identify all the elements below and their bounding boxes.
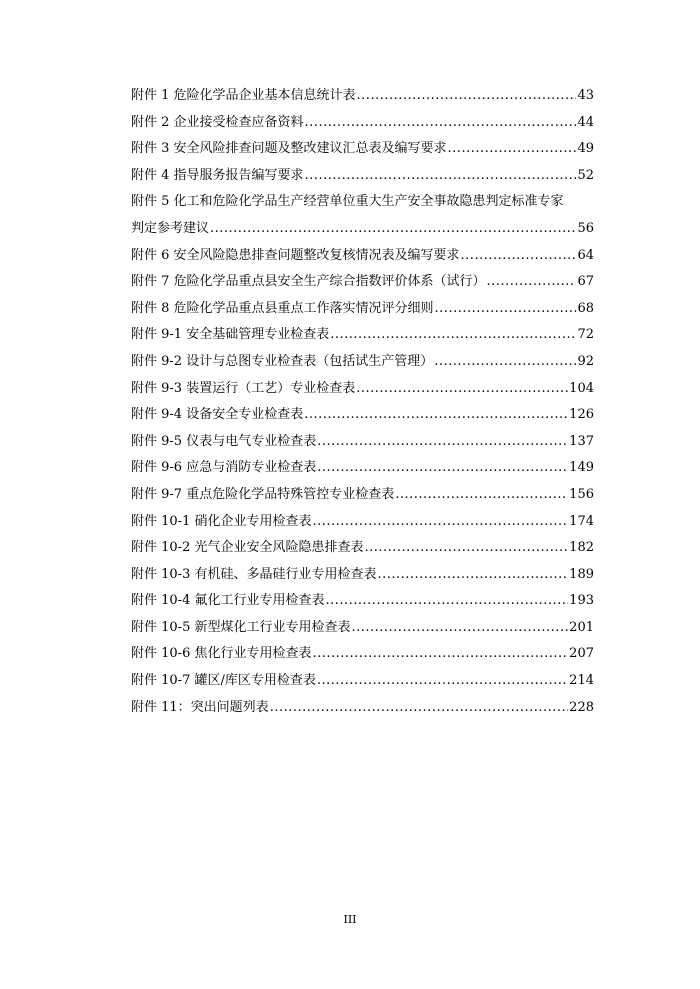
toc-leader-dots xyxy=(270,695,568,722)
toc-leader-dots xyxy=(351,615,568,642)
toc-entry[interactable] xyxy=(131,110,594,137)
toc-entry[interactable] xyxy=(131,349,594,376)
toc-entry-title: 附件 6 安全风险隐患排查问题整改复核情况表及编写要求 xyxy=(131,247,460,263)
toc-entry-page: 72 xyxy=(577,327,594,343)
toc-entry-page: 149 xyxy=(569,460,594,476)
toc-entry[interactable] xyxy=(131,615,594,642)
toc-entry-title: 附件 9-6 应急与消防专业检查表 xyxy=(131,460,317,476)
toc-entry[interactable] xyxy=(131,376,594,403)
toc-leader-dots xyxy=(305,163,577,190)
toc-entry-page: 56 xyxy=(577,220,594,236)
toc-leader-dots xyxy=(357,83,577,110)
toc-entry-title: 附件 2 企业接受检查应备资料 xyxy=(131,114,304,130)
toc-entry-title: 附件 10-2 光气企业安全风险隐患排查表 xyxy=(131,540,364,556)
toc-entry-page: 182 xyxy=(569,540,594,556)
toc-leader-dots xyxy=(312,509,568,536)
toc-leader-dots xyxy=(395,482,568,509)
toc-entry-page: 174 xyxy=(569,513,594,529)
toc-entry[interactable] xyxy=(131,269,594,296)
toc-entry-title: 附件 9-1 安全基础管理专业检查表 xyxy=(131,327,330,343)
toc-entry-page: 44 xyxy=(577,114,594,130)
toc-entry[interactable] xyxy=(131,429,594,456)
toc-entry[interactable] xyxy=(131,83,594,110)
toc-entry-title-line1: 附件 5 化工和危险化学品生产经营单位重大生产安全事故隐患判定标准专家 xyxy=(131,194,564,210)
toc-entry[interactable] xyxy=(131,562,594,589)
toc-entry[interactable] xyxy=(131,243,594,270)
toc-entry[interactable] xyxy=(131,641,594,668)
toc-leader-dots xyxy=(356,376,568,403)
toc-leader-dots xyxy=(435,296,577,323)
toc-entry-page: 201 xyxy=(569,619,594,635)
toc-entry-title: 附件 9-7 重点危险化学品特殊管控专业检查表 xyxy=(131,486,395,502)
toc-leader-dots xyxy=(448,136,577,163)
table-of-contents xyxy=(131,83,594,721)
toc-leader-dots xyxy=(377,562,568,589)
toc-entry-title: 附件 8 危险化学品重点县重点工作落实情况评分细则 xyxy=(131,300,434,316)
toc-leader-dots xyxy=(434,349,576,376)
toc-entry-title: 附件 3 安全风险排查问题及整改建议汇总表及编写要求 xyxy=(131,141,447,157)
toc-entry-title: 附件 10-6 焦化行业专用检查表 xyxy=(131,646,312,662)
toc-entry[interactable] xyxy=(131,189,594,242)
toc-entry-page: 189 xyxy=(569,566,594,582)
toc-leader-dots xyxy=(461,243,577,270)
toc-entry-title: 附件 1 危险化学品企业基本信息统计表 xyxy=(131,88,356,103)
toc-leader-dots xyxy=(312,641,568,668)
toc-entry[interactable] xyxy=(131,163,594,190)
toc-entry-page: 137 xyxy=(569,433,594,449)
toc-entry[interactable] xyxy=(131,402,594,429)
toc-leader-dots xyxy=(317,455,568,482)
toc-entry-title: 附件 10-4 氟化工行业专用检查表 xyxy=(131,593,325,609)
toc-entry-title: 附件 11：突出问题列表 xyxy=(131,699,269,715)
toc-leader-dots xyxy=(364,535,568,562)
toc-entry-page: 52 xyxy=(577,167,594,183)
toc-entry-title: 附件 10-1 硝化企业专用检查表 xyxy=(131,513,312,529)
toc-entry-title: 附件 7 危险化学品重点县安全生产综合指数评价体系（试行） xyxy=(131,274,486,290)
toc-leader-dots xyxy=(317,429,568,456)
page-number: III xyxy=(343,913,357,926)
toc-entry-title: 附件 4 指导服务报告编写要求 xyxy=(131,167,304,183)
toc-entry-title: 附件 9-2 设计与总图专业检查表（包括试生产管理） xyxy=(131,353,434,369)
toc-entry[interactable] xyxy=(131,136,594,163)
toc-leader-dots xyxy=(210,216,576,243)
toc-entry-page: 214 xyxy=(569,673,594,689)
toc-entry[interactable] xyxy=(131,695,594,722)
toc-leader-dots xyxy=(487,269,577,296)
toc-entry-title: 附件 9-3 装置运行（工艺）专业检查表 xyxy=(131,380,356,396)
toc-leader-dots xyxy=(325,588,568,615)
toc-entry-page: 67 xyxy=(577,274,594,290)
toc-entry[interactable] xyxy=(131,482,594,509)
toc-entry[interactable] xyxy=(131,668,594,695)
toc-entry-title: 附件 9-5 仪表与电气专业检查表 xyxy=(131,433,317,449)
toc-entry[interactable] xyxy=(131,296,594,323)
toc-entry-page: 43 xyxy=(577,88,594,103)
toc-entry-page: 126 xyxy=(569,407,594,423)
toc-entry-page: 64 xyxy=(577,247,594,263)
toc-entry-title: 判定参考建议 xyxy=(131,220,210,236)
toc-entry-page: 68 xyxy=(577,300,594,316)
toc-leader-dots xyxy=(305,110,577,137)
toc-entry-page: 49 xyxy=(577,141,594,157)
toc-entry-title: 附件 9-4 设备安全专业检查表 xyxy=(131,407,304,423)
toc-entry[interactable] xyxy=(131,509,594,536)
toc-leader-dots xyxy=(304,402,568,429)
toc-entry-title: 附件 10-5 新型煤化工行业专用检查表 xyxy=(131,619,351,635)
toc-leader-dots xyxy=(330,322,576,349)
toc-entry-page: 156 xyxy=(569,486,594,502)
toc-entry-page: 92 xyxy=(577,353,594,369)
toc-entry-page: 228 xyxy=(569,699,594,715)
toc-leader-dots xyxy=(317,668,568,695)
toc-entry[interactable] xyxy=(131,455,594,482)
toc-entry[interactable] xyxy=(131,322,594,349)
toc-entry-page: 193 xyxy=(569,593,594,609)
toc-entry-page: 207 xyxy=(569,646,594,662)
toc-entry[interactable] xyxy=(131,588,594,615)
toc-entry-page: 104 xyxy=(569,380,594,396)
toc-entry[interactable] xyxy=(131,535,594,562)
toc-entry-title: 附件 10-7 罐区/库区专用检查表 xyxy=(131,673,316,689)
toc-entry-title: 附件 10-3 有机硅、多晶硅行业专用检查表 xyxy=(131,566,377,582)
